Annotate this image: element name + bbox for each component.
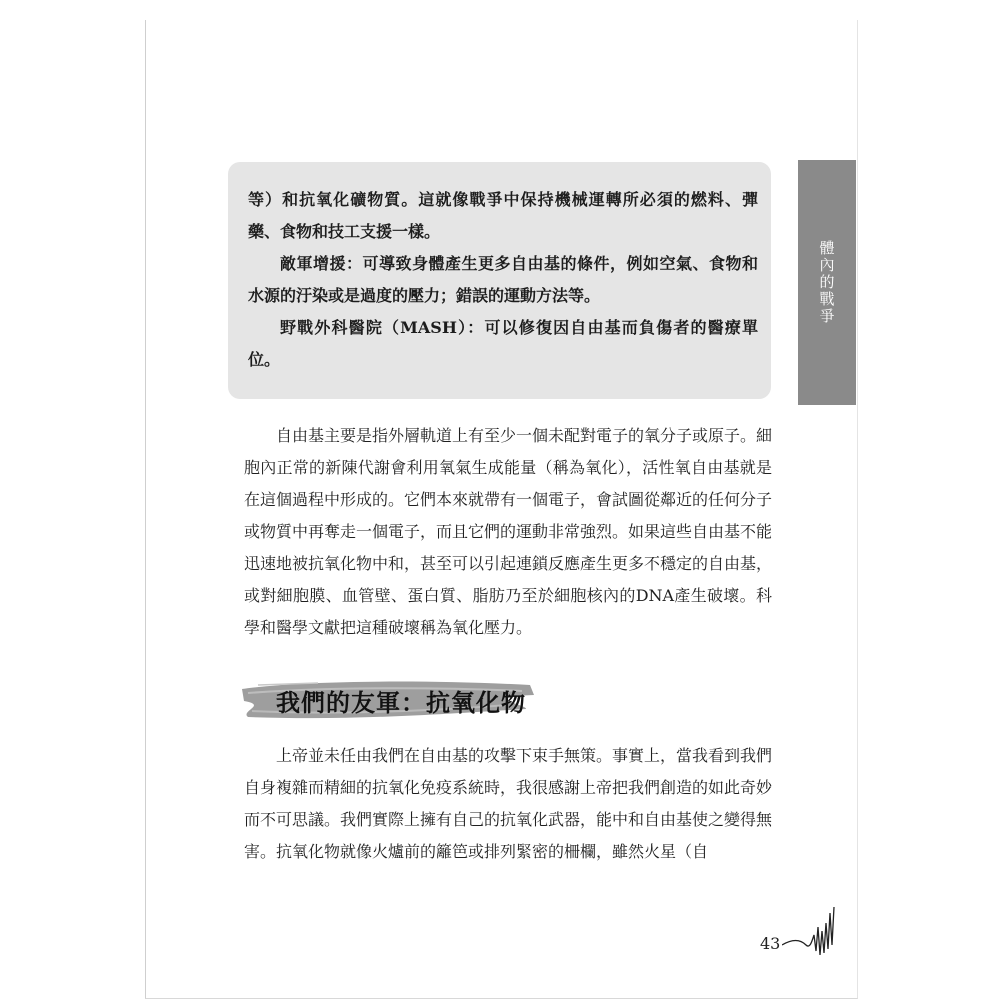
page-number: 43 [760, 934, 781, 953]
paragraph-1-text: 自由基主要是指外層軌道上有至少一個未配對電子的氧分子或原子。細胞內正常的新陳代謝會利用氧氣生成能量（稱為氧化），活性氧自由基就是在這個過程中形成的。它們本來就帶有一個電子，會試圖從鄰近的任何分子或物質中再奪走一個電子，而且它們的運動非常強烈。如果這些自由基不能迅速地被抗氧化物中和，甚至可以引起連鎖反應產生更多不穩定的自由基，或對細胞膜、血管壁、蛋白質、脂肪乃至於細胞核內的DNA產生破壞。科學和醫學文獻把這種破壞稱為氧化壓力。 [244, 426, 773, 637]
paragraph-antioxidants [244, 740, 772, 868]
chapter-side-tab [798, 160, 856, 405]
paragraph-2-text: 上帝並未任由我們在自由基的攻擊下束手無策。事實上，當我看到我們自身複雜而精細的抗氧化免疫系統時，我很感謝上帝把我們創造的如此奇妙而不可思議。我們實際上擁有自己的抗氧化武器，能中和自由基使之變得無害。抗氧化物就像火爐前的籬笆或排列緊密的柵欄，雖然火星（自 [244, 746, 773, 861]
chapter-side-tab-label: 體內的戰爭 [817, 240, 836, 325]
highlight-box [228, 162, 771, 399]
paragraph-free-radicals [244, 420, 772, 644]
box-line-3: 野戰外科醫院（MASH）：可以修復因自由基而負傷者的醫療單位。 [248, 318, 758, 369]
highlight-box-text [248, 184, 758, 376]
section-heading [238, 675, 538, 727]
squiggle-decoration-icon [782, 905, 842, 965]
section-heading-text: 我們的友軍：抗氧化物 [276, 688, 526, 717]
box-line-2: 敵軍增援：可導致身體產生更多自由基的條件，例如空氣、食物和水源的汙染或是過度的壓力；錯誤的運動方法等。 [248, 254, 758, 305]
box-line-1: 等）和抗氧化礦物質。這就像戰爭中保持機械運轉所必須的燃料、彈藥、食物和技工支援一樣。 [248, 190, 758, 241]
